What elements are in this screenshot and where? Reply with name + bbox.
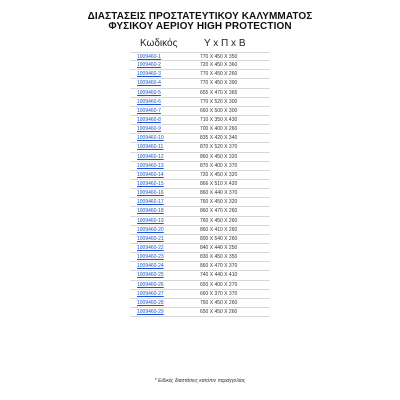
product-code-link[interactable]: 1009460-25 (137, 272, 164, 279)
table-row (130, 226, 270, 235)
document-title-line-1: ΔΙΑΣΤΑΣΕΙΣ ΠΡΟΣΤΑΤΕΥΤΙΚΟΥ ΚΑΛΥΜΜΑΤΟΣ (87, 11, 313, 22)
dimensions-value: 660 X 370 X 370 (200, 290, 238, 297)
table-row (130, 189, 270, 198)
product-code-link[interactable]: 1009460-29 (137, 308, 164, 315)
table-row (130, 79, 270, 88)
product-code-link[interactable]: 1009460-21 (137, 235, 164, 242)
dimensions-value: 720 X 450 X 360 (200, 62, 238, 69)
table-row (130, 180, 270, 189)
table-row (130, 217, 270, 226)
dimensions-value: 770 X 450 X 260 (200, 71, 238, 78)
dimensions-value: 860 X 470 X 370 (200, 263, 238, 270)
dimensions-value: 840 X 440 X 250 (200, 244, 238, 251)
dimensions-value: 750 X 450 X 260 (200, 299, 238, 306)
dimensions-value: 760 X 450 X 260 (200, 217, 238, 224)
document-title-line-2: ΦΥΣΙΚΟΥ ΑΕΡΙΟΥ HIGH PROTECTION (108, 21, 292, 32)
dimensions-value: 860 X 440 X 370 (200, 190, 238, 197)
table-row (130, 299, 270, 308)
dimensions-value: 770 X 450 X 390 (200, 80, 238, 87)
table-row (130, 253, 270, 262)
product-code-link[interactable]: 1009460-23 (137, 254, 164, 261)
product-code-link[interactable]: 1009460-13 (137, 162, 164, 169)
table-row (130, 61, 270, 70)
dimensions-value: 860 X 410 X 260 (200, 226, 238, 233)
table-row (130, 207, 270, 216)
table-row (130, 98, 270, 107)
dimensions-value: 870 X 520 X 370 (200, 144, 238, 151)
product-code-link[interactable]: 1009460-19 (137, 217, 164, 224)
dimensions-value: 650 X 450 X 260 (200, 308, 238, 315)
table-header (130, 38, 270, 50)
footnote: * Ειδικές διαστάσεις κατόπιν παραγγελίας (154, 378, 246, 384)
product-code-link[interactable]: 1009460-27 (137, 290, 164, 297)
table-row (130, 281, 270, 290)
table-body (130, 52, 270, 317)
table-row (130, 134, 270, 143)
product-code-link[interactable]: 1009460-9 (137, 126, 161, 133)
dimensions-value: 870 X 400 X 370 (200, 162, 238, 169)
product-code-link[interactable]: 1009460-2 (137, 62, 161, 69)
product-code-link[interactable]: 1009460-28 (137, 299, 164, 306)
dimensions-value: 860 X 470 X 260 (200, 208, 238, 215)
dimensions-value: 830 X 450 X 350 (200, 254, 238, 261)
table-row (130, 308, 270, 317)
product-code-link[interactable]: 1009460-16 (137, 190, 164, 197)
table-row (130, 70, 270, 79)
product-code-link[interactable]: 1009460-20 (137, 226, 164, 233)
table-row (130, 143, 270, 152)
table-row (130, 107, 270, 116)
product-code-link[interactable]: 1009460-26 (137, 281, 164, 288)
table-row (130, 153, 270, 162)
product-code-link[interactable]: 1009460-4 (137, 80, 161, 87)
dimensions-value: 770 X 450 X 350 (200, 54, 238, 60)
dimensions-table (130, 38, 270, 317)
product-code-link[interactable]: 1009460-8 (137, 116, 161, 123)
table-row (130, 271, 270, 280)
product-code-link[interactable]: 1009460-10 (137, 135, 164, 142)
product-code-link[interactable]: 1009460-22 (137, 244, 164, 251)
product-code-link[interactable]: 1009460-5 (137, 89, 161, 96)
product-code-link[interactable]: 1009460-7 (137, 107, 161, 114)
table-row (130, 116, 270, 125)
table-row (130, 162, 270, 171)
product-code-link[interactable]: 1009460-15 (137, 180, 164, 187)
table-row (130, 262, 270, 271)
dimensions-value: 740 X 440 X 410 (200, 272, 238, 279)
table-row (130, 89, 270, 98)
product-code-link[interactable]: 1009460-18 (137, 208, 164, 215)
dimensions-value: 700 X 400 X 260 (200, 126, 238, 133)
dimensions-value: 760 X 450 X 320 (200, 199, 238, 206)
header-code: Κωδικός (140, 38, 178, 49)
table-row (130, 235, 270, 244)
product-code-link[interactable]: 1009460-12 (137, 153, 164, 160)
dimensions-value: 835 X 420 X 340 (200, 135, 238, 142)
product-code-link[interactable]: 1009460-14 (137, 171, 164, 178)
table-row (130, 198, 270, 207)
table-row (130, 125, 270, 134)
dimensions-value: 650 X 400 X 270 (200, 281, 238, 288)
product-code-link[interactable]: 1009460-3 (137, 71, 161, 78)
dimensions-value: 860 X 450 X 320 (200, 153, 238, 160)
table-row (130, 244, 270, 253)
header-dimensions: Υ x Π x Β (204, 38, 246, 49)
dimensions-value: 770 X 520 X 300 (200, 98, 238, 105)
table-row (130, 290, 270, 299)
table-row (130, 171, 270, 180)
dimensions-value: 720 X 450 X 320 (200, 171, 238, 178)
dimensions-value: 655 X 470 X 365 (200, 89, 238, 96)
product-code-link[interactable]: 1009460-1 (137, 54, 161, 60)
product-code-link[interactable]: 1009460-6 (137, 98, 161, 105)
table-row (130, 52, 270, 61)
dimensions-value: 710 X 350 X 430 (200, 116, 238, 123)
dimensions-value: 800 X 540 X 260 (200, 235, 238, 242)
dimensions-value: 866 X 510 X 420 (200, 180, 238, 187)
dimensions-value: 660 X 500 X 300 (200, 107, 238, 114)
product-code-link[interactable]: 1009460-17 (137, 199, 164, 206)
product-code-link[interactable]: 1009460-24 (137, 263, 164, 270)
product-code-link[interactable]: 1009460-11 (137, 144, 164, 151)
